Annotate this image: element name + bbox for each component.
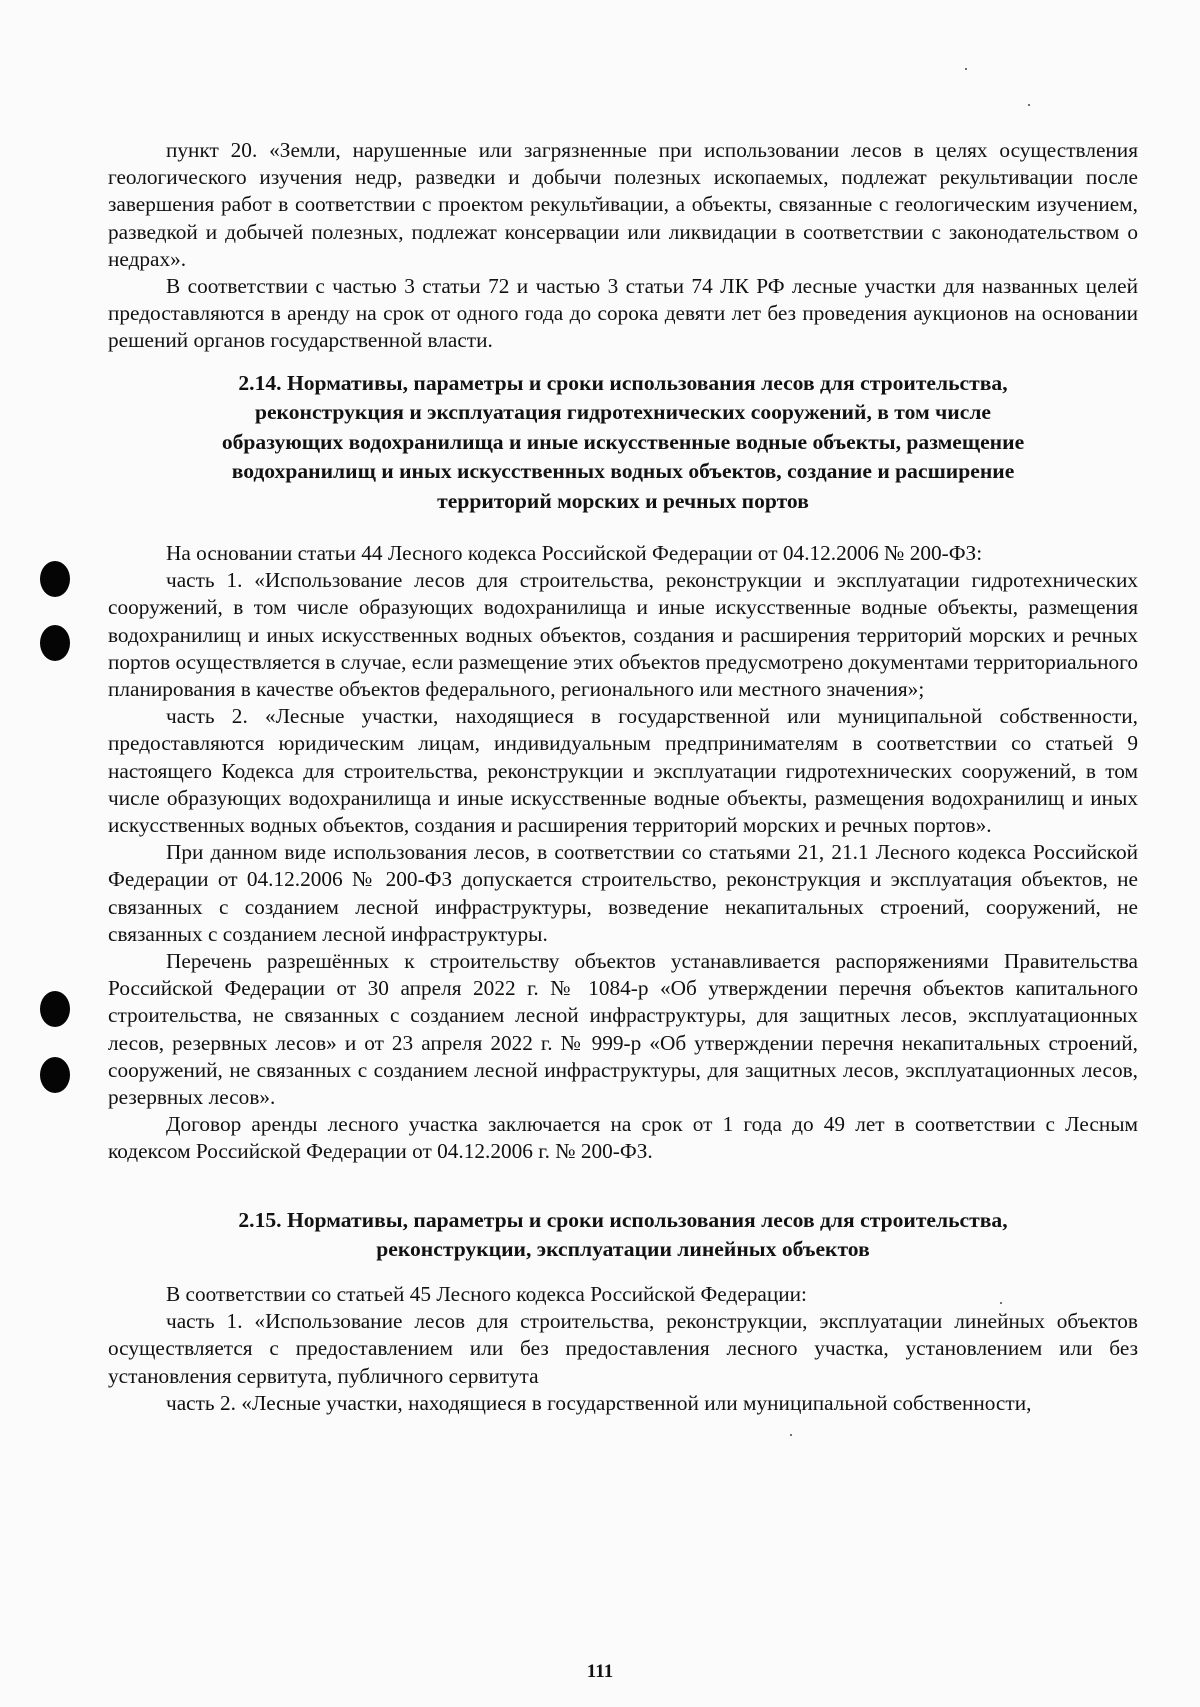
paragraph: В соответствии с частью 3 статьи 72 и частью 3 статьи 74 ЛК РФ лесные участки для названных целей предоставляются в аренду на срок от одного года до сорока девяти лет без проведения аукционов на основании решений органов государственной власти. — [108, 274, 1138, 353]
paragraph: часть 1. «Использование лесов для строительства, реконструкции и эксплуатации гидротехнических сооружений, в том числе образующих водохранилища и иные искусственные водные объекты, размещения водохранилищ и иных искусственных водных объектов, создания и расширения территорий морских и речных портов осуществляется в случае, если размещение этих объектов предусмотрено документами территориального планирования в качестве объектов федерального, регионального или местного значения»; — [108, 568, 1139, 702]
punch-hole — [40, 625, 70, 661]
punch-hole — [40, 1057, 70, 1093]
paragraph: часть 2. «Лесные участки, находящиеся в государственной или муниципальной собственности, предоставляются юридическим лицам, индивидуальным предпринимателям в соответствии со статьей 9 настоящего Кодекса для строительства, реконструкции и эксплуатации гидротехнических сооружений, в том числе образующих водохранилища и иные искусственные водные объекты, размещения водохранилищ и иных искусственных водных объектов, создания и расширения территорий морских и речных портов». — [108, 704, 1138, 838]
paragraph: часть 2. «Лесные участки, находящиеся в государственной или муниципальной собственности, — [166, 1390, 1032, 1415]
paragraph: На основании статьи 44 Лесного кодекса Российской Федерации от 04.12.2006 № 200-ФЗ: — [166, 541, 983, 565]
top-text-block — [108, 137, 1138, 355]
section-2-14-heading — [108, 369, 1138, 516]
heading-line: реконструкция и эксплуатация гидротехнических сооружений, в том числе — [254, 400, 992, 425]
heading-line: 2.14. Нормативы, параметры и сроки использования лесов для строительства, — [238, 371, 1008, 395]
scan-speck — [1028, 104, 1030, 106]
scan-speck — [965, 68, 967, 70]
punch-hole — [40, 991, 70, 1027]
section-2-15-body — [108, 1281, 1138, 1417]
heading-line: 2.15. Нормативы, параметры и сроки использования лесов для строительства, — [238, 1208, 1008, 1232]
section-2-15-heading — [108, 1206, 1138, 1265]
heading-line: образующих водохранилища и иные искусственные водные объекты, размещение — [221, 429, 1025, 454]
scan-speck — [790, 1434, 792, 1436]
paragraph: При данном виде использования лесов, в соответствии со статьями 21, 21.1 Лесного кодекса Российской Федерации от 04.12.2006 № 200-ФЗ допускается строительство, реконструкция и эксплуатация объектов, не связанных с созданием лесной инфраструктуры, возведение некапитальных строений, сооружений, не связанных с созданием лесной инфраструктуры. — [108, 840, 1138, 946]
paragraph: пункт 20. «Земли, нарушенные или загрязненные при использовании лесов в целях осуществления геологического изучения недр, разведки и добычи полезных ископаемых, подлежат рекультивации после завершения работ в соответствии с проектом рекульт̆ивации, а объекты, связанные с геологическим изучением, разведкой и добычей полезных, подлежат консервации или ликвидации в соответствии с законодательством о недрах». — [108, 138, 1138, 271]
paragraph: Перечень разрешённых к строительству объектов устанавливается распоряжениями Правительства Российской Федерации от 30 апреля 2022 г. № 1084-р «Об утверждении перечня объектов капитального строительства, не связанных с созданием лесной инфраструктуры, для защитных лесов, эксплуатационных лесов, резервных лесов» и от 23 апреля 2022 г. № 999-р «Об утверждении перечня некапитальных строений, сооружений, не связанных с созданием лесной инфраструктуры, для защитных лесов, эксплуатационных лесов, резервных лесов». — [108, 949, 1138, 1110]
heading-line: реконструкции, эксплуатации линейных объектов — [376, 1237, 870, 1262]
paragraph: часть 1. «Использование лесов для строительства, реконструкции, эксплуатации линейных объектов осуществляется с предоставлением или без предоставления лесного участка, установлением или без установления сервитута, публичного сервитута — [108, 1309, 1138, 1388]
punch-hole — [40, 561, 70, 597]
heading-line: водохранилищ и иных искусственных водных объектов, создание и расширение — [231, 459, 1015, 484]
paragraph: Договор аренды лесного участка заключается на срок от 1 года до 49 лет в соответствии с Лесным кодексом Российской Федерации от 04.12.2006 г. № 200-ФЗ. — [108, 1112, 1138, 1164]
heading-line: территорий морских и речных портов — [437, 488, 809, 513]
page-number: 111 — [586, 1661, 614, 1682]
paragraph: В соответствии со статьей 45 Лесного кодекса Российской Федерации: — [166, 1282, 807, 1306]
section-2-14-body — [108, 540, 1138, 1166]
